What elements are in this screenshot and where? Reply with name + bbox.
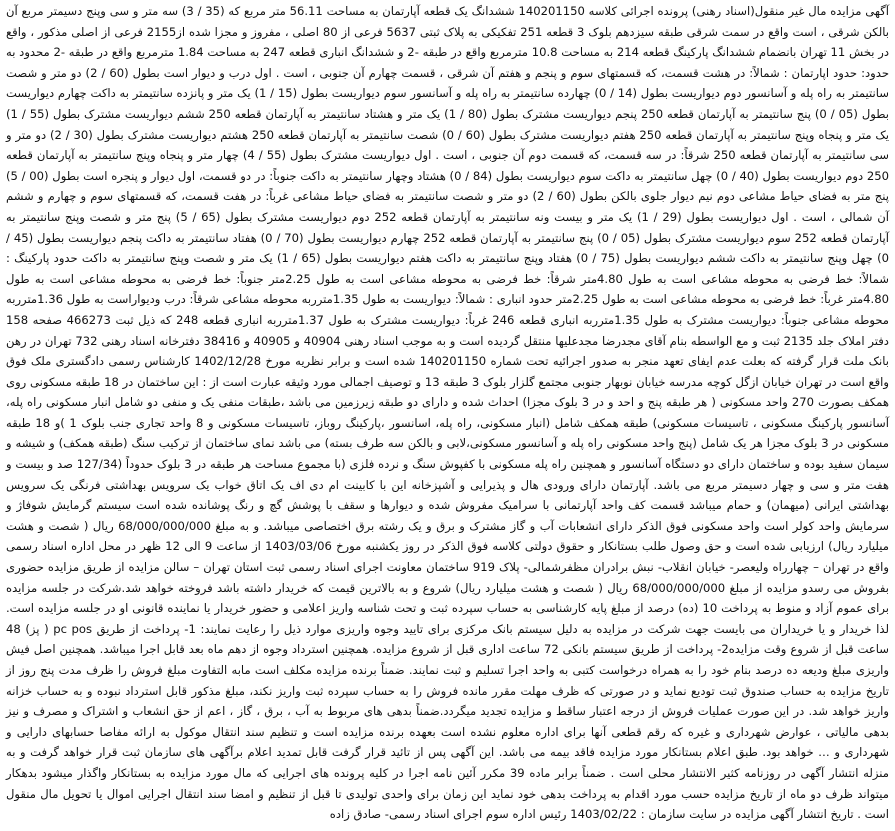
auction-notice-text: آگهی مزایده مال غیر منقول(اسناد رهنی) پرونده اجرائی کلاسه 140201150 ششدانگ یک قطعه آپارتمان به مساحت 56.11 متر مربع که (35 / 3) سه متر و سی وپنج دسیمتر مربع آن بالکن شرقی ، است واقع در سمت شرقی طبقه سیزدهم بلوک 3 قطعه 251 تفکیکی به پلاک ثبتی 5637 فرعی از 80 اصلی ، مفروز و مجزا شده از2155 فرعی از اصلی مذکور ، واقع در بخش 11 تهران بانضمام ششدانگ پارکینگ قطعه 214 به مساحت 10.8 مترمربع واقع در طبقه -2 و ششدانگ انباری قطعه 247 به مساحت 1.84 مترمربع واقع در طبقه -2 محدود به حدود: حدود اپارتمان : شمالاً: در هشت قسمت، که قسمتهای سوم و پنجم و هفتم آن شرقی ، قسمت چهارم آن جنوبی ، است . اول درب و دیوار است بطول (60 / 2) دو متر و شصت سانتیمتر به راه پله و آسانسور دوم دیواریست بطول (14 / 0) چهارده سانتیمتر به راه پله و آسانسور سوم دیواریست بطول (15 / 1) یک متر و پانزده سانتیمتر به داکت چهارم دیواریست بطول (05 / 0) پنج سانتیمتر به آپارتمان قطعه 250 پنجم دیواریست مشترک بطول (80 / 1) یک متر و هشتاد سانتیمتر به آپارتمان قطعه 250 ششم دیواریست مشترک بطول (55 / 1) یک متر و پنجاه وپنج سانتیمتر به آپارتمان قطعه 250 هفتم دیواریست مشترک بطول (60 / 0) شصت سانتیمتر به آپارتمان قطعه 250 هشتم دیواریست مشترک بطول (30 / 2) دو متر و سی سانتیمتر به آپارتمان قطعه 250 شرقاً: در سه قسمت، که قسمت دوم آن جنوبی ، است . اول دیواریست مشترک بطول (55 / 4) چهار متر و پنجاه وپنج سانتیمتر به آپارتمان قطعه 250 دوم دیواریست بطول (40 / 0) چهل سانتیمتر به داکت سوم دیواریست بطول (84 / 0) هشتاد وچهار سانتیمتر به داکت جنوباً: در دو قسمت، اول دیوار و پنجره است بطول (00 / 5) پنج متر به فضای حیاط مشاعی دوم نیم دیوار جلوی بالکن بطول (60 / 2) دو متر و شصت سانتیمتر به فضای حیاط مشاعی غرباً: در هفت قسمت، که قسمتهای سوم و چهارم و ششم آن شمالی ، است . اول دیواریست بطول (29 / 1) یک متر و بیست ونه سانتیمتر به آپارتمان قطعه 252 دوم دیواریست مشترک بطول (65 / 5) پنج متر و شصت وپنج سانتیمتر به آپارتمان قطعه 252 سوم دیواریست مشترک بطول (05 / 0) پنج سانتیمتر به آپارتمان قطعه 252 چهارم دیواریست بطول (70 / 0) هفتاد سانتیمتر به داکت پنجم دیواریست بطول (45 / 0) چهل وپنج سانتیمتر به داکت ششم دیواریست بطول (75 / 0) هفتاد وپنج سانتیمتر به داکت هفتم دیواریست بطول (65 / 1) یک متر و شصت وپنج سانتیمتر به داکت حدود پارکینگ : شمالاً: خط فرضی به محوطه مشاعی است به طول 4.80متر شرقاً: خط فرضی به محوطه مشاعی است به طول 2.25متر جنوباً: خط فرضی به محوطه مشاعی است به طول 4.80متر غرباً: خط فرضی به محوطه مشاعی است به طول 2.25متر حدود انباری : شمالاً: دیواریست به طول 1.35مترربه محوطه مشاعی شرقاً: درب ودیواراست به طول 1.36مترربه محوطه مشاعی جنوباً: دیواریست مشترک به طول 1.35مترربه انباری قطعه 246 غرباً: دیواریست مشترک به طول 1.37مترربه انباری قطعه 248 که ذیل ثبت 466273 صفحه 158 دفتر املاک جلد 2135 ثبت و مع الواسطه بنام آقای مجدرضا مجدعلیها منتقل گردیده است و به موجب اسناد رهنی 40904 و 40905 و 38416 دفترخانه اسناد رهنی 732 تهران در رهن بانک ملت قرار گرفته که بعلت عدم ایفای تعهد منجر به صدور اجرائیه تحت شماره 140201150 شده است و برابر نظریه مورخ 1402/12/28 کارشناس رسمی دادگستری ملک فوق واقع است در تهران خیابان ازگل کوچه مدرسه خیابان نوبهار جنوبی مجتمع گلزار بلوک 3 طبقه 13 و توصیف اجمالی مورد وثیقه عبارت است از : این ساختمان در 18 طبقه مسکونی روی همکف بصورت 270 واحد مسکونی ( هر طبقه پنج و احد و در 3 بلوک مجزا) احداث شده و دارای دو طبقه زیرزمین می باشد ،طبقات منفی یک و منفی دو شامل انبار مسکونی راه پله، آسانسور پارکینگ مسکونی ، تاسیسات مسکونی) طبقه همکف شامل (انبار مسکونی، راه پله، اسانسور ،پارکینگ روباز، تاسیسات مسکونی و 8 واحد تجاری جنب بلوک 1 )و 18 طبقه مسکونی در 3 بلوک مجزا هر یک شامل (پنج واحد مسکونی راه پله و آسانسور مسکونی،لابی و بالکن سه طرف بسته) می باشد نمای ساختمان از ترکیب سنگ (طبقه همکف) و شیشه و سیمان سفید بوده و ساختمان دارای دو دستگاه آسانسور و همچنین راه پله مسکونی با کفپوش سنگ و نرده فلزی (با مجموع مساحت هر طبقه در 3 بلوک حدوداً (127/34 صد و بیست و هفت متر و سی و چهار دسیمتر مربع می باشد. آپارتمان دارای ورودی هال و پذیرایی و آشپزخانه این با کابینت ام دی اف یک اتاق خواب یک سرویس بهداشتی فرنگی یک سرویس بهداشتی ایرانی (میهمان) و حمام میباشد قسمت کف واحد آپارتمانی با سرامیک مفروش شده و دیوارها و سقف با پوشش گچ و رنگ پوشانده شده است سیستم گرمایش شوفاژ و سرمایش واحد کولر است واحد مسکونی فوق الذکر دارای انشعابات آب و گاز مشترک و برق و یک رشته برق اختصاصی میباشد. و به مبلغ 68/000/000/000 ریال ( شصت و هشت میلیارد ریال) ارزیابی شده است و حق وصول طلب بستانکار و حقوق دولتی کلاسه فوق الذکر در روز یکشنبه مورخ 1403/03/06 از ساعت 9 الی 12 ظهر در محل اداره اسناد رسمی واقع در تهران – چهارراه ولیعصر- خیابان انقلاب- نبش برادران مظفرشمالی- پلاک 919 ساختمان معاونت اجرای اسناد رسمی ثبت استان تهران – سالن مزایده از طریق مزایده حضوری بفروش می رسدو مزایده از مبلغ 68/000/000/000 ریال ( شصت و هشت میلیارد ریال) شروع و به بالاترین قیمت که خریدار داشته باشد فروخته خواهد شد.شرکت در جلسه مزایده برای عموم آزاد و منوط به پرداخت 10 (ده) درصد از مبلغ پایه کارشناسی به حساب سپرده ثبت و تحت شناسه واریز اعلامی و حضور خریدار یا نماینده قانونی او در جلسه مزایده است. لذا خریدار و یا خریداران می بایست جهت شرکت در مزایده به دلیل سیستم بانک مرکزی برای تایید وجوه واریزی موارد ذیل را رعایت نمایند: 1- پرداخت از طریق pc pos ( پز) 48 ساعت قبل از شروع وقت مزایده2- پرداخت از طریق سیستم بانکی 72 ساعت اداری قبل از شروع مزایده. همچنین استرداد وجوه از دهم ماه بعد قابل اجرا میباشد. همچنین اصل فیش واریزی مبلغ ودیعه ده درصد بنام خود را به همراه درخواست کتبی به واحد اجرا تسلیم و ثبت نمایند. ضمناً برنده مزایده مکلف است مابه التفاوت مبلغ فروش را ظرف مدت پنج روز از تاریخ مزایده به حساب صندوق ثبت تودیع نماید و در صورتی که ظرف مهلت مقرر مانده فروش را به حساب سپرده ثبت واریز نکند، مبلغ مذکور قابل استرداد نبوده و به حساب خزانه واریز خواهد شد. در این صورت عملیات فروش از درجه اعتبار ساقط و مزایده تجدید میگردد.ضمناً بدهی های مربوط به آب ، برق ، گاز ، اعم از حق انشعاب و اشتراک و مصرف و نیز بدهی مالیاتی ، عوارض شهرداری و غیره که رقم قطعی آنها برای اداره معلوم نشده است بعهده برنده مزایده است و تنظیم سند انتقال موکول به ارائه مفاصا حسابهای دارایی و شهرداری و … خواهد بود. طبق اعلام بستانکار مورد مزایده فاقد بیمه می باشد. این آگهی پس از تائید قرار گرفت قابل تمدید اعلام برآگهی های سازمان ثبت قرار خواهد گرفت و به منزله انتشار آگهی در روزنامه کثیر الانتشار محلی است . ضمناً برابر ماده 39 مکرر آئین نامه اجرا در کلیه پرونده های اجرایی که مال مورد مزایده به بستانکار واگذار میشود بدهکار میتواند ظرف دو ماه از تاریخ مزایده حسب مورد اقدام به پرداخت بدهی خود نماید این زمان برای واحدی تولیدی تا قبل از تنظیم و امضا سند انتقال اجرایی اموال یا تحویل مال منقول است . تاریخ انتشار آگهی مزایده در سایت سازمان : 1403/02/22 رئیس اداره سوم اجرای اسناد رسمی- صادق زاده <box>6 4 890 822</box>
